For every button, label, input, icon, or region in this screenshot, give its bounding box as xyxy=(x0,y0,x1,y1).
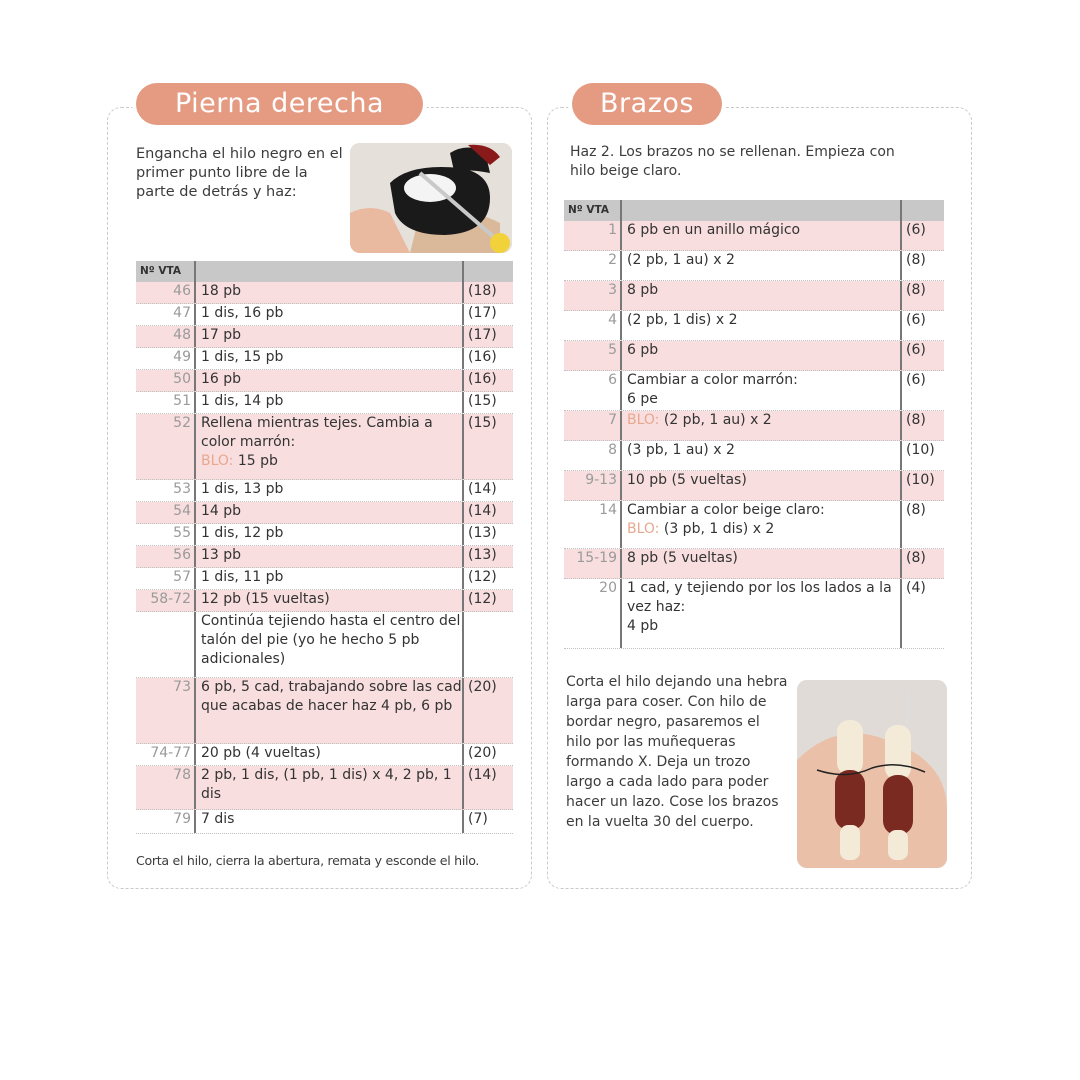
row-stitch-count: (10) xyxy=(900,471,944,500)
row-instruction xyxy=(620,501,900,548)
footer-instruction: Corta el hilo, cierra la abertura, remata y esconde el hilo. xyxy=(136,853,480,868)
row-number: 9-13 xyxy=(585,472,617,488)
row-stitch-count: (15) xyxy=(462,392,513,413)
table-row xyxy=(136,304,513,326)
arms-crochet-photo xyxy=(797,680,947,868)
row-number: 6 xyxy=(608,372,617,388)
table-row xyxy=(564,471,944,501)
table-row xyxy=(136,612,513,678)
row-stitch-count: (12) xyxy=(462,590,513,611)
row-instruction xyxy=(620,371,900,410)
table-row xyxy=(136,348,513,370)
table-row xyxy=(136,414,513,480)
row-number: 50 xyxy=(173,371,191,387)
row-stitch-count: (17) xyxy=(462,304,513,325)
row-instruction-text: 10 pb (5 vueltas) xyxy=(627,472,747,488)
row-instruction-text: 6 pb xyxy=(627,342,659,358)
row-instruction-pre: 1 cad, y tejiendo por los los lados a la vez haz: xyxy=(627,580,892,615)
row-stitch-count: (7) xyxy=(462,810,513,833)
table-row xyxy=(136,502,513,524)
blo-label: BLO: xyxy=(627,412,660,428)
row-instruction xyxy=(194,678,462,743)
intro-pierna: Engancha el hilo negro en el primer punto libre de la parte de detrás y haz: xyxy=(136,146,343,200)
title-brazos: Brazos xyxy=(572,83,722,125)
row-number: 15-19 xyxy=(576,550,617,566)
blo-label: BLO: xyxy=(201,453,234,469)
row-number: 78 xyxy=(173,767,191,783)
row-instruction xyxy=(620,441,900,470)
row-instruction-text: 18 pb xyxy=(201,283,242,299)
row-instruction xyxy=(194,348,462,369)
table-row xyxy=(564,441,944,471)
row-instruction xyxy=(620,549,900,578)
row-instruction-text: Continúa tejiendo hasta el centro del talón del pie (yo he hecho 5 pb adicionales) xyxy=(201,613,461,667)
row-instruction-text: (2 pb, 1 dis) x 2 xyxy=(627,312,738,328)
row-stitch-count: (8) xyxy=(900,411,944,440)
row-instruction-pre: Cambiar a color marrón: xyxy=(627,372,798,388)
table-pierna xyxy=(136,261,513,834)
table-row xyxy=(564,501,944,549)
row-stitch-count: (13) xyxy=(462,546,513,567)
row-number: 73 xyxy=(173,679,191,695)
row-number: 20 xyxy=(599,580,617,596)
row-number: 14 xyxy=(599,502,617,518)
row-number: 57 xyxy=(173,569,191,585)
row-instruction xyxy=(194,546,462,567)
row-instruction xyxy=(620,221,900,250)
row-stitch-count: (8) xyxy=(900,501,944,548)
table-row xyxy=(136,766,513,810)
table-row xyxy=(136,282,513,304)
row-instruction-text: 1 dis, 15 pb xyxy=(201,349,284,365)
row-number: 54 xyxy=(173,503,191,519)
row-instruction-text: (2 pb, 1 au) x 2 xyxy=(627,252,735,268)
row-number: 53 xyxy=(173,481,191,497)
row-instruction-text: 1 dis, 12 pb xyxy=(201,525,284,541)
row-stitch-count: (14) xyxy=(462,502,513,523)
row-stitch-count: (8) xyxy=(900,251,944,280)
table-body xyxy=(136,282,513,834)
row-instruction xyxy=(194,370,462,391)
row-number: 1 xyxy=(608,222,617,238)
row-instruction-text: 12 pb (15 vueltas) xyxy=(201,591,330,607)
intro-brazos: Haz 2. Los brazos no se rellenan. Empieza con hilo beige claro. xyxy=(570,144,895,179)
row-instruction xyxy=(194,590,462,611)
row-instruction-text: 1 dis, 16 pb xyxy=(201,305,284,321)
title-pierna-derecha: Pierna derecha xyxy=(136,83,423,125)
row-number: 55 xyxy=(173,525,191,541)
row-instruction-text: 17 pb xyxy=(201,327,242,343)
table-row xyxy=(136,370,513,392)
row-stitch-count: (8) xyxy=(900,281,944,310)
header-vta: Nº VTA xyxy=(140,265,181,277)
row-stitch-count: (12) xyxy=(462,568,513,589)
row-stitch-count: (14) xyxy=(462,766,513,809)
row-instruction-pre: Rellena mientras tejes. Cambia a color marrón: xyxy=(201,415,433,450)
row-number: 8 xyxy=(608,442,617,458)
row-instruction xyxy=(194,304,462,325)
row-instruction-text: 4 pb xyxy=(627,618,659,634)
table-row xyxy=(564,341,944,371)
row-instruction-text: 1 dis, 13 pb xyxy=(201,481,284,497)
row-instruction xyxy=(194,480,462,501)
row-number: 3 xyxy=(608,282,617,298)
row-number: 2 xyxy=(608,252,617,268)
notes-brazos: Corta el hilo dejando una hebra larga para coser. Con hilo de bordar negro, pasaremos el hilo por las muñequeras formando X. Deja un trozo largo a cada lado para poder hacer un lazo. Cose los brazos en la vuelta 30 del cuerpo. xyxy=(566,674,788,830)
row-instruction-text: 8 pb (5 vueltas) xyxy=(627,550,738,566)
row-number: 48 xyxy=(173,327,191,343)
table-row xyxy=(564,281,944,311)
row-instruction-text: 6 pb, 5 cad, trabajando sobre las cad que acabas de hacer haz 4 pb, 6 pb xyxy=(201,679,462,714)
row-instruction xyxy=(620,579,900,648)
row-instruction xyxy=(620,341,900,370)
table-row xyxy=(136,326,513,348)
row-instruction xyxy=(620,251,900,280)
row-stitch-count: (20) xyxy=(462,744,513,765)
table-row xyxy=(136,810,513,834)
row-number: 4 xyxy=(608,312,617,328)
row-instruction xyxy=(194,326,462,347)
table-row xyxy=(136,744,513,766)
row-number: 58-72 xyxy=(150,591,191,607)
row-instruction-text: (2 pb, 1 au) x 2 xyxy=(659,412,772,428)
row-instruction-text: 2 pb, 1 dis, (1 pb, 1 dis) x 4, 2 pb, 1 dis xyxy=(201,767,452,802)
row-instruction xyxy=(620,411,900,440)
row-stitch-count: (6) xyxy=(900,341,944,370)
row-instruction xyxy=(194,744,462,765)
row-instruction-text: (3 pb, 1 dis) x 2 xyxy=(659,521,775,537)
row-number: 51 xyxy=(173,393,191,409)
row-number: 5 xyxy=(608,342,617,358)
row-instruction-text: 13 pb xyxy=(201,547,242,563)
table-row xyxy=(564,549,944,579)
row-instruction-text: 14 pb xyxy=(201,503,242,519)
row-instruction-text: 16 pb xyxy=(201,371,242,387)
row-instruction-text: 1 dis, 14 pb xyxy=(201,393,284,409)
row-stitch-count: (6) xyxy=(900,311,944,340)
table-row xyxy=(136,480,513,502)
table-row xyxy=(564,311,944,341)
row-stitch-count: (6) xyxy=(900,371,944,410)
row-instruction xyxy=(194,392,462,413)
row-instruction xyxy=(194,810,462,833)
row-instruction-text: 1 dis, 11 pb xyxy=(201,569,284,585)
row-number: 7 xyxy=(608,412,617,428)
row-number: 56 xyxy=(173,547,191,563)
row-instruction xyxy=(194,524,462,545)
table-row xyxy=(136,392,513,414)
row-instruction xyxy=(620,471,900,500)
row-instruction xyxy=(194,282,462,303)
row-instruction-text: 6 pb en un anillo mágico xyxy=(627,222,801,238)
table-row xyxy=(564,411,944,441)
row-number: 79 xyxy=(173,811,191,827)
row-stitch-count: (8) xyxy=(900,549,944,578)
table-row xyxy=(136,590,513,612)
row-stitch-count: (16) xyxy=(462,370,513,391)
table-row xyxy=(564,251,944,281)
crochet-leg-illustration xyxy=(350,143,512,253)
row-instruction xyxy=(194,568,462,589)
row-stitch-count: (15) xyxy=(462,414,513,479)
table-row xyxy=(564,579,944,649)
blo-label: BLO: xyxy=(627,521,660,537)
row-stitch-count: (4) xyxy=(900,579,944,648)
table-row xyxy=(136,568,513,590)
row-number: 49 xyxy=(173,349,191,365)
table-row xyxy=(136,546,513,568)
row-instruction-text: 20 pb (4 vueltas) xyxy=(201,745,321,761)
row-number: 46 xyxy=(173,283,191,299)
row-instruction xyxy=(194,766,462,809)
row-instruction-text: 8 pb xyxy=(627,282,659,298)
table-row xyxy=(136,524,513,546)
row-stitch-count: (16) xyxy=(462,348,513,369)
row-number: 47 xyxy=(173,305,191,321)
row-stitch-count: (6) xyxy=(900,221,944,250)
row-number: 74-77 xyxy=(150,745,191,761)
row-instruction xyxy=(194,502,462,523)
row-stitch-count: (17) xyxy=(462,326,513,347)
row-number: 52 xyxy=(173,415,191,431)
table-header xyxy=(136,261,513,282)
table-row xyxy=(564,221,944,251)
crochet-arms-illustration xyxy=(797,680,947,868)
row-instruction-text: 15 pb xyxy=(233,453,278,469)
row-instruction-pre: Cambiar a color beige claro: xyxy=(627,502,825,518)
row-stitch-count: (14) xyxy=(462,480,513,501)
row-stitch-count: (20) xyxy=(462,678,513,743)
row-stitch-count: (13) xyxy=(462,524,513,545)
row-stitch-count xyxy=(462,612,513,677)
row-instruction-text: 6 pe xyxy=(627,391,658,407)
row-instruction xyxy=(620,281,900,310)
table-brazos xyxy=(564,200,944,649)
row-instruction xyxy=(194,612,462,677)
row-stitch-count: (10) xyxy=(900,441,944,470)
table-row xyxy=(564,371,944,411)
row-number xyxy=(136,612,194,677)
leg-crochet-photo xyxy=(350,143,512,253)
row-instruction xyxy=(620,311,900,340)
row-stitch-count: (18) xyxy=(462,282,513,303)
table-header xyxy=(564,200,944,221)
table-row xyxy=(136,678,513,744)
row-instruction xyxy=(194,414,462,479)
table-body xyxy=(564,221,944,649)
header-vta: Nº VTA xyxy=(568,204,609,216)
row-instruction-text: 7 dis xyxy=(201,811,235,827)
row-instruction-text: (3 pb, 1 au) x 2 xyxy=(627,442,735,458)
